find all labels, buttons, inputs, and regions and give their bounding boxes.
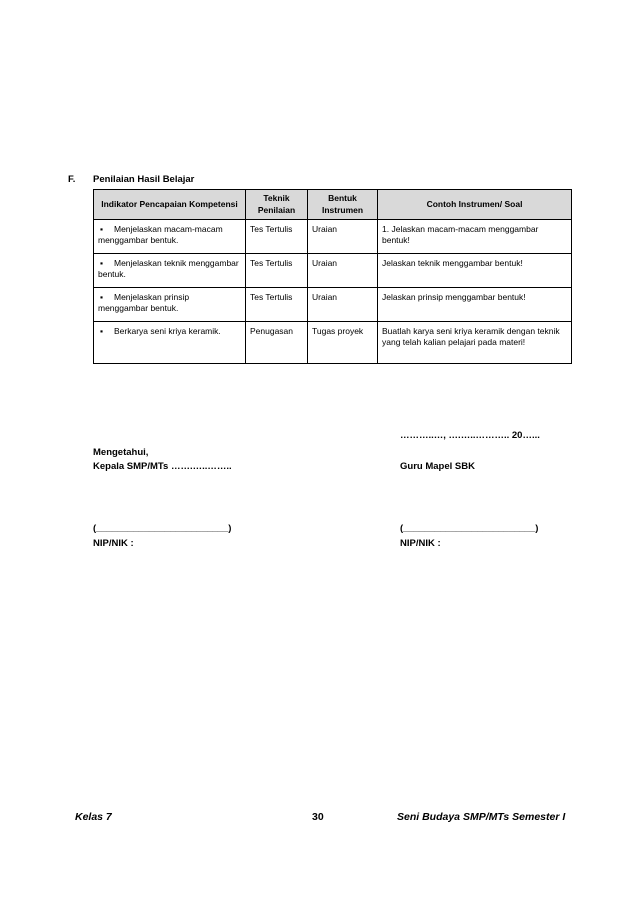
section-label: F. (68, 174, 76, 185)
header-indikator: Indikator Pencapaian Kompetensi (94, 190, 246, 220)
cell-indikator (94, 322, 246, 364)
bullet-icon: ▪ (100, 292, 104, 302)
cell-teknik: Tes Tertulis (246, 254, 308, 288)
teacher-title: Guru Mapel SBK (400, 461, 475, 472)
header-bentuk: Bentuk Instrumen (308, 190, 378, 220)
acknowledged-label: Mengetahui, (93, 447, 149, 458)
cell-bentuk: Tugas proyek (308, 322, 378, 364)
header-teknik: Teknik Penilaian (246, 190, 308, 220)
bullet-icon: ▪ (100, 258, 104, 268)
cell-indikator (94, 288, 246, 322)
footer-class: Kelas 7 (75, 811, 112, 823)
cell-indikator (94, 254, 246, 288)
principal-nip: NIP/NIK : (93, 538, 134, 549)
bullet-icon: ▪ (100, 224, 104, 234)
item-number: 1. (382, 224, 390, 234)
indikator-text: Menjelaskan teknik menggambar bentuk. (98, 258, 239, 280)
cell-contoh: Jelaskan teknik menggambar bentuk! (378, 254, 572, 288)
cell-teknik: Tes Tertulis (246, 288, 308, 322)
teacher-name-blank: (_________________________) (400, 523, 539, 534)
date-line: ………..…, ….…..……….. 20…... (400, 430, 540, 441)
principal-name-blank: (_________________________) (93, 523, 232, 534)
cell-teknik: Penugasan (246, 322, 308, 364)
indikator-text: Menjelaskan macam-macam menggambar bentuk. (98, 224, 223, 246)
cell-contoh: Buatlah karya seni kriya keramik dengan teknik yang telah kalian pelajari pada materi! (378, 322, 572, 364)
table-row (94, 254, 572, 288)
table-header-row (94, 190, 572, 220)
table-row (94, 220, 572, 254)
cell-teknik: Tes Tertulis (246, 220, 308, 254)
table-row (94, 322, 572, 364)
footer-book-title: Seni Budaya SMP/MTs Semester I (397, 811, 566, 823)
cell-contoh (378, 220, 572, 254)
cell-bentuk: Uraian (308, 254, 378, 288)
teacher-nip: NIP/NIK : (400, 538, 441, 549)
indikator-text: Berkarya seni kriya keramik. (114, 326, 221, 336)
page-number: 30 (312, 811, 324, 823)
assessment-table (93, 189, 572, 364)
cell-bentuk: Uraian (308, 220, 378, 254)
cell-indikator (94, 220, 246, 254)
indikator-text: Menjelaskan prinsip menggambar bentuk. (98, 292, 190, 314)
table-row (94, 288, 572, 322)
contoh-text: Jelaskan macam-macam menggambar bentuk! (382, 224, 539, 246)
cell-bentuk: Uraian (308, 288, 378, 322)
principal-title: Kepala SMP/MTs …….…..…….. (93, 461, 232, 472)
section-title: Penilaian Hasil Belajar (93, 174, 195, 185)
bullet-icon: ▪ (100, 326, 104, 336)
header-contoh: Contoh Instrumen/ Soal (378, 190, 572, 220)
cell-contoh: Jelaskan prinsip menggambar bentuk! (378, 288, 572, 322)
